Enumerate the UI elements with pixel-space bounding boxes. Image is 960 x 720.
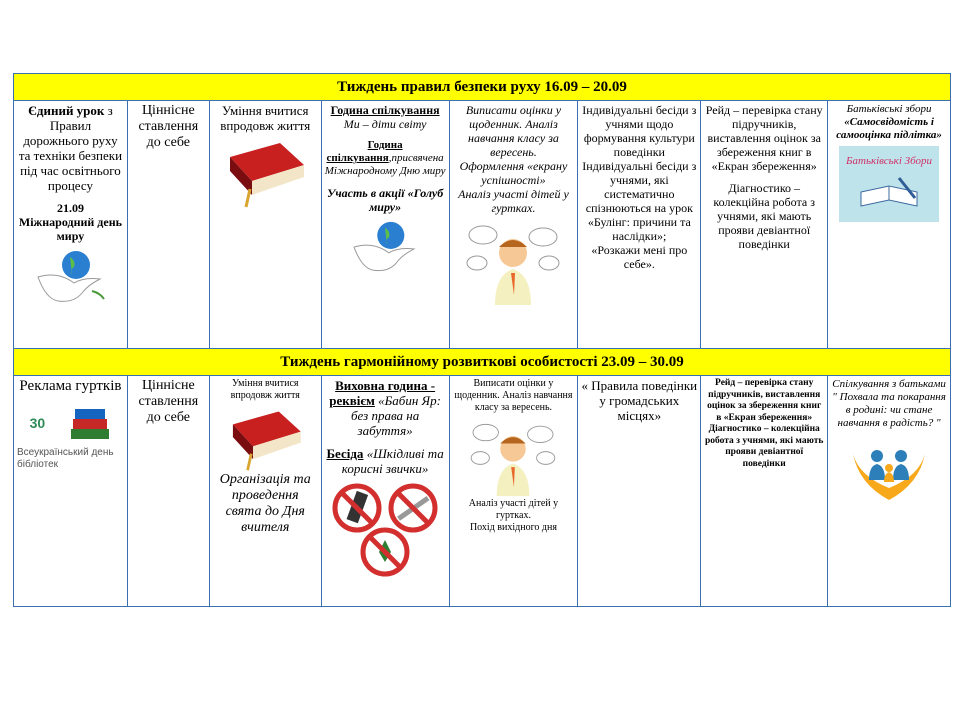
w1-col2: Ціннісне ставлення до себе — [128, 101, 210, 348]
w2-col7: Рейд – перевірка стану підручників, виставлення оцінок за збереження книг в «Екран збереження» Діагностико – колекційна робота з учнями, які мають прояви девіантної поведінки — [701, 376, 828, 606]
week2-header: Тиждень гармонійному розвиткові особистості 23.09 – 30.09 — [14, 349, 950, 376]
library-day-caption: Всеукраїнський день бібліотек — [17, 447, 114, 470]
w2-col1: Реклама гуртків 30 Всеукраїнський день бібліотек — [14, 376, 128, 606]
w1-col8: Батьківські збори «Самосвідомість і самооцінка підлітка» Батьківські Збори — [828, 101, 950, 348]
thinking-boy-icon — [465, 219, 561, 307]
w2-col3: Уміння вчитися впродовж життя Організація та проведення свята до Дня вчителя — [210, 376, 322, 606]
w2-col6: « Правила поведінки у громадських місцях» — [578, 376, 701, 606]
parents-meeting-icon — [839, 146, 939, 222]
plan-table — [13, 73, 951, 607]
books-stack-icon — [69, 403, 111, 443]
parents-meeting-label: Батьківські Збори — [846, 155, 933, 167]
peace-dove-icon — [30, 247, 110, 309]
library-day-badge: 30 — [29, 414, 46, 431]
week1-row — [14, 101, 950, 349]
w1-col5: Виписати оцінки у щоденник. Аналіз навчання класу за вересень. Оформлення «екрану успішності» Аналіз участі дітей у гуртках. — [450, 101, 579, 348]
w2-col2: Ціннісне ставлення до себе — [128, 376, 210, 606]
w2-col8: Спілкування з батьками " Похвала та покарання в родині: чи стане навчання в радість? " — [828, 376, 950, 606]
w2-col4: Виховна година - реквієм «Бабин Яр: без права на забуття» Бесіда «Шкідливі та корисні звички» — [322, 376, 450, 606]
book-icon — [220, 406, 310, 472]
w2-col5: Виписати оцінки у щоденник. Аналіз навчання класу за вересень. Аналіз участі дітей у гуртках. Похід вихідного дня — [450, 376, 579, 606]
week2-row — [14, 376, 950, 606]
w1-col1: Єдиний урок з Правил дорожнього руху та техніки безпеки під час освітнього процесу 21.09 Міжнародний день миру — [14, 101, 128, 348]
week1-header: Тиждень правил безпеки руху 16.09 – 20.09 — [14, 74, 950, 101]
w1-col7: Рейд – перевірка стану підручників, виставлення оцінок за збереження книг в «Екран збереження» Діагностико – колекційна робота з учнями, які мають прояви девіантної поведінки — [701, 101, 828, 348]
thinking-boy-icon — [465, 418, 561, 498]
family-hands-icon — [849, 434, 929, 504]
w1-col6: Індивідуальні бесіди з учнями щодо формування культури поведінки Індивідуальні бесіди з учнями, які систематично спізнюються на урок «Булінг: причини та наслідки»; «Розкажи мені про себе». — [578, 101, 701, 348]
book-icon — [220, 137, 310, 209]
peace-dove-icon — [346, 218, 424, 278]
w1-col4: Година спілкування Ми – діти світу Година спілкування,присвячена Міжнародному Дню миру Участь в акції «Голуб миру» — [322, 101, 450, 348]
no-bad-habits-icon — [329, 480, 441, 578]
w1-col3: Уміння вчитися впродовж життя — [210, 101, 322, 348]
